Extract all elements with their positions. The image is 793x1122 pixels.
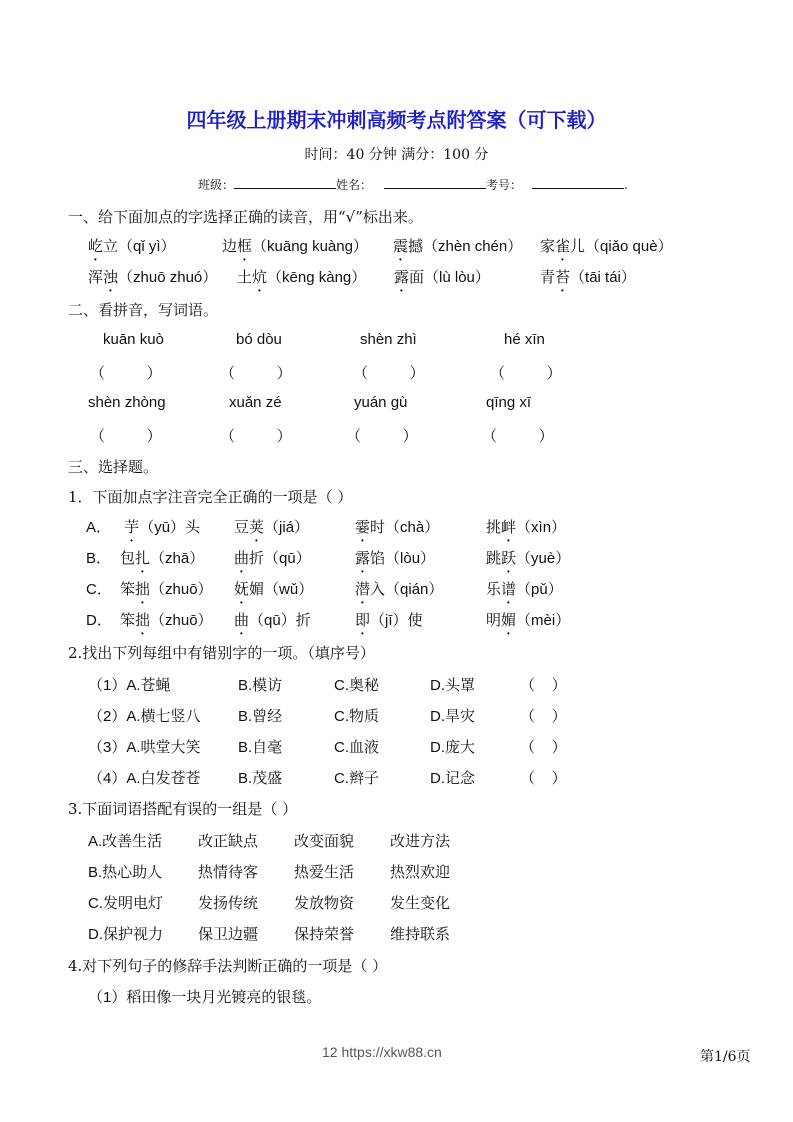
name-label: 姓名： [336,178,373,192]
text: 立（qǐ yì） [103,238,176,255]
phrase-option: 维持联系 [390,926,451,943]
choice-option: B.曾经 [238,708,283,725]
dotted-char: 震 [393,238,409,255]
text: 折（qū） [249,550,311,567]
choice-option [355,516,439,545]
text: （jī）使 [370,612,423,629]
pronunciation-item [394,266,490,295]
text: 媚（wǔ） [249,581,314,598]
text: 笨 [120,581,136,598]
phrase-option: 发生变化 [390,895,451,912]
text: （zhuō） [150,581,213,598]
choice-option: B.自毫 [238,739,283,756]
choice-option: C.物质 [334,708,380,725]
text: 乐 [486,581,502,598]
choice-option: C.辫子 [334,770,380,787]
dotted-char: 潜 [355,581,371,598]
option-label: B． [86,550,112,567]
choice-option: D.头罩 [430,677,476,694]
choice-option [120,609,213,638]
text: 时（chà） [370,519,440,536]
choice-option [486,547,570,576]
choice-option [234,547,311,576]
text: （xìn） [516,519,567,536]
dotted-char: 芋 [124,519,140,536]
answer-blank[interactable]: （ ） [520,770,567,787]
dotted-char: 曲 [234,612,250,629]
choice-option: （3）A.哄堂大笑 [88,739,201,756]
text: （tāi tái） [570,269,636,286]
dotted-char: 雀 [555,238,571,255]
choice-option: B.茂盛 [238,770,283,787]
phrase-option: A.改善生活 [88,833,163,850]
choice-option [486,609,570,638]
footer-link[interactable]: 12 https://xkw88.cn [322,1044,442,1060]
id-blank[interactable] [532,176,624,189]
text: 面（lù lòu） [409,269,490,286]
text: 明 [486,612,502,629]
text: （zhuō） [150,612,213,629]
answer-blank[interactable]: （ ） [520,677,567,694]
answer-blank[interactable]: （ ） [346,428,418,445]
answer-blank[interactable]: （ ） [90,428,162,445]
pronunciation-item [88,235,176,264]
choice-option [234,609,311,638]
text: 浑 [88,269,104,286]
text: （zhā） [150,550,205,567]
choice-option [120,578,213,607]
phrase-option: 发扬传统 [198,895,259,912]
answer-blank[interactable]: （ ） [520,739,567,756]
answer-blank[interactable]: （ ） [220,365,292,382]
dotted-char: 露 [394,269,410,286]
phrase-option: 改变面貌 [294,833,355,850]
pinyin-prompt: xuǎn zé [229,394,282,411]
section1-heading: 一、给下面加点的字选择正确的读音，用“√”标出来。 [68,208,423,226]
pinyin-prompt: yuán gù [354,394,408,411]
dotted-char: 妩 [234,581,250,598]
text: （pǔ） [516,581,563,598]
phrase-option: 发放物资 [294,895,355,912]
pronunciation-item [88,266,217,295]
exam-meta: 时间：40 分钟 满分：100 分 [304,147,489,163]
answer-blank[interactable]: （ ） [353,365,425,382]
pinyin-prompt: hé xīn [504,331,545,348]
text: 挑 [486,519,502,536]
text: （kēng kàng） [267,269,367,286]
answer-blank[interactable]: （ ） [220,428,292,445]
text: （mèi） [516,612,571,629]
end-mark: . [624,178,628,192]
text: （zhuō zhuó） [118,269,218,286]
choice-option: D.庞大 [430,739,476,756]
text: 家 [540,238,556,255]
text: 跳 [486,550,502,567]
class-label: 班级： [198,178,235,192]
dotted-char: 炕 [252,269,268,286]
text: 入（qián） [370,581,444,598]
choice-option [355,578,443,607]
dotted-char: 屹 [88,238,104,255]
pronunciation-item [540,266,636,295]
phrase-option: 热爱生活 [294,864,355,881]
dotted-char: 露 [355,550,371,567]
text: 土 [237,269,253,286]
pronunciation-item [222,235,368,264]
student-info [198,176,628,193]
phrase-option: 热烈欢迎 [390,864,451,881]
phrase-option: 热情待客 [198,864,259,881]
choice-option [355,547,435,576]
id-label: 考号： [486,178,523,192]
section2-heading: 二、看拼音，写词语。 [68,301,219,319]
dotted-char: 衅 [501,519,517,536]
dotted-char: 拙 [135,612,151,629]
dotted-char: 曲 [234,550,250,567]
choice-option: （4）A.白发苍苍 [88,770,201,787]
dotted-char: 拙 [135,581,151,598]
answer-blank[interactable]: （ ） [520,708,567,725]
phrase-option: B.热心助人 [88,864,163,881]
option-label: C． [86,581,112,598]
text: （jiá） [264,519,310,536]
text: （qū）折 [249,612,311,629]
pronunciation-item [540,235,673,264]
pronunciation-item [393,235,522,264]
q2-stem: 2.找出下列每组中有错别字的一项。（填序号） [68,644,375,662]
text: 豆 [234,519,250,536]
dotted-char: 荚 [249,519,265,536]
class-blank[interactable] [234,176,336,189]
choice-option [234,578,313,607]
pinyin-prompt: bó dòu [236,331,282,348]
choice-option [355,609,423,638]
dotted-char: 框 [237,238,253,255]
text: 青 [540,269,556,286]
answer-blank[interactable]: （ ） [482,428,554,445]
q4-stem: 4.对下列句子的修辞手法判断正确的一项是（ ） [68,957,388,975]
text: 笨 [120,612,136,629]
text: 包 [120,550,136,567]
phrase-option: C.发明电灯 [88,895,164,912]
choice-option [234,516,309,545]
choice-option: （2）A.横七竖八 [88,708,201,725]
phrase-option: 改进方法 [390,833,451,850]
pinyin-prompt: kuān kuò [103,331,164,348]
text: （kuāng kuàng） [252,238,368,255]
pronunciation-item [237,266,366,295]
phrase-option: 保卫边疆 [198,926,259,943]
choice-option [486,516,566,545]
phrase-option: D.保护视力 [88,926,164,943]
pinyin-prompt: qīng xī [486,394,532,411]
dotted-char: 跃 [501,550,517,567]
pinyin-prompt: shèn zhì [360,331,417,348]
dotted-char: 谱 [501,581,517,598]
q4-item: （1）稻田像一块月光镀亮的银毯。 [88,989,322,1006]
choice-option: B.模访 [238,677,283,694]
name-blank[interactable] [384,176,486,189]
dotted-char: 苔 [555,269,571,286]
text: 馅（lòu） [370,550,436,567]
pinyin-prompt: shèn zhòng [88,394,166,411]
choice-option [120,547,204,576]
phrase-option: 改正缺点 [198,833,259,850]
q3-stem: 3.下面词语搭配有误的一组是（ ） [68,800,298,818]
choice-option: D.旱灾 [430,708,476,725]
answer-blank[interactable]: （ ） [490,365,562,382]
text: （yū）头 [139,519,201,536]
choice-option: C.奥秘 [334,677,380,694]
choice-option: C.血液 [334,739,380,756]
choice-option [120,516,200,545]
choice-option: （1）A.苍蝇 [88,677,171,694]
page-number: 第1/6页 [700,1049,751,1065]
dotted-char: 媚 [501,612,517,629]
dotted-char: 即 [355,612,371,629]
answer-blank[interactable]: （ ） [90,365,162,382]
option-label: A． [86,519,112,536]
dotted-char: 浊 [103,269,119,286]
q1-stem: 1．下面加点字注音完全正确的一项是（ ） [68,488,353,506]
choice-option [486,578,563,607]
dotted-char: 霎 [355,519,371,536]
dotted-char: 扎 [135,550,151,567]
section3-heading: 三、选择题。 [68,458,159,476]
option-label: D． [86,612,112,629]
text: 边 [222,238,238,255]
choice-option: D.记念 [430,770,476,787]
text: 撼（zhèn chén） [408,238,523,255]
phrase-option: 保持荣誉 [294,926,355,943]
text: （yuè） [516,550,571,567]
page-title: 四年级上册期末冲刺高频考点附答案（可下载） [186,108,607,132]
text: 儿（qiǎo què） [570,238,673,255]
